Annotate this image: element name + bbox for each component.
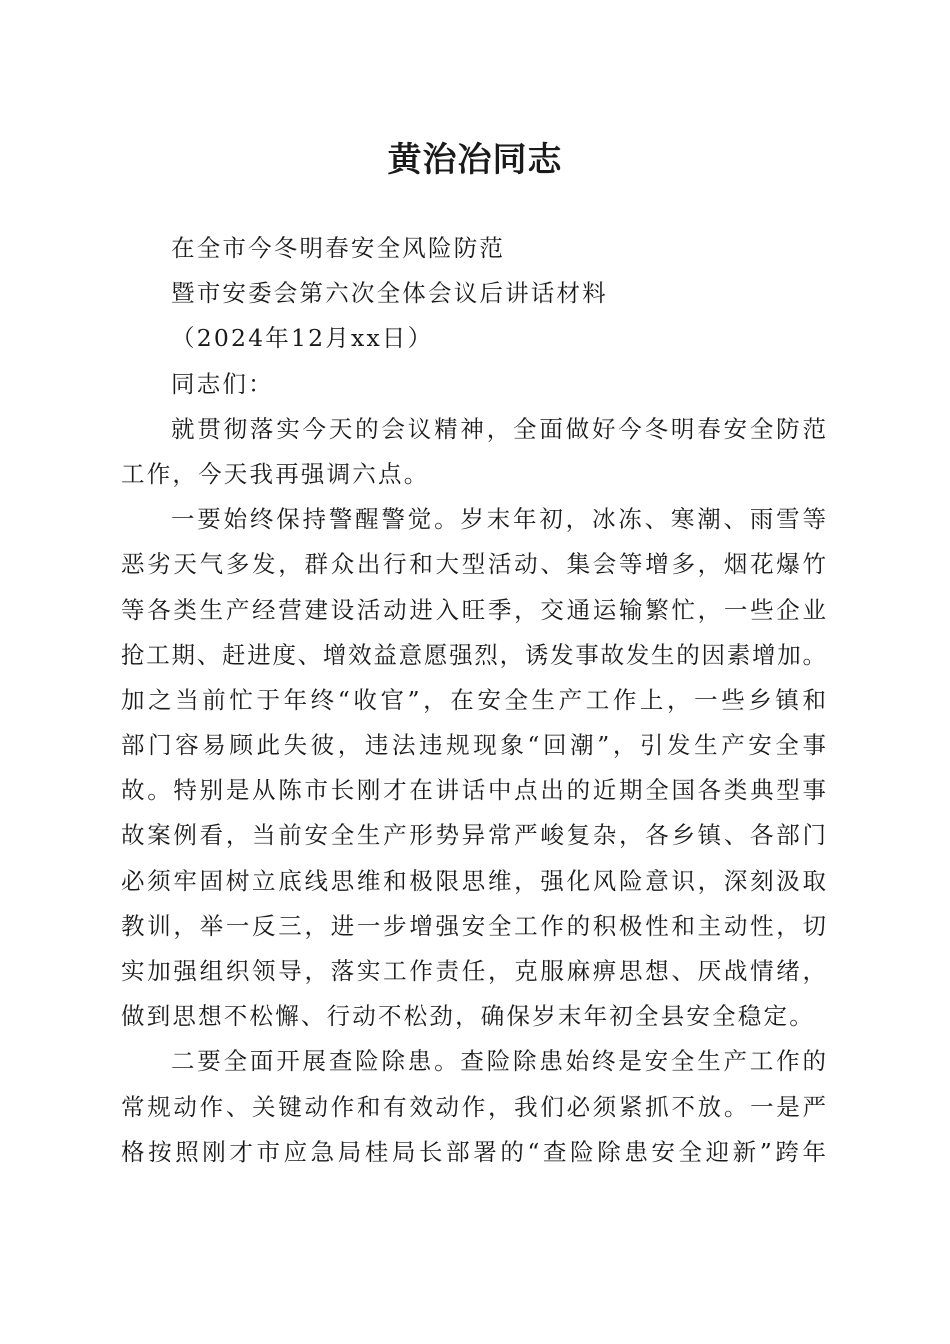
paragraph-line: 常规动作、关键动作和有效动作，我们必须紧抓不放。一是严 [121,1092,827,1121]
paragraph-line: 在全市今冬明春安全风险防范 [171,234,506,262]
paragraph-line: 部门容易顾此失彼，违法违规现象“回潮”，引发生产安全事 [121,731,827,760]
paragraph-line: 等各类生产经营建设活动进入旺季，交通运输繁忙，一些企业 [121,595,827,624]
paragraph-line: 二要全面开展查险除患。查险除患始终是安全生产工作的 [171,1047,827,1076]
paragraph-line: 必须牢固树立底线思维和极限思维，强化风险意识，深刻汲取 [121,866,827,895]
paragraph-line: 格按照刚才市应急局桂局长部署的“查险除患安全迎新”跨年 [121,1137,827,1166]
paragraph-line: （2024年12月xx日） [171,324,434,353]
paragraph-line: 暨市安委会第六次全体会议后讲话材料 [171,279,608,308]
paragraph-line: 加之当前忙于年终“收官”，在安全生产工作上，一些乡镇和 [121,685,827,714]
paragraph-line: 教训，举一反三，进一步增强安全工作的积极性和主动性，切 [121,911,827,940]
paragraph-line: 就贯彻落实今天的会议精神，全面做好今冬明春安全防范 [171,414,827,443]
paragraph-line: 一要始终保持警醒警觉。岁末年初，冰冻、寒潮、雨雪等 [171,505,827,534]
paragraph-line: 故。特别是从陈市长刚才在讲话中点出的近期全国各类典型事 [121,776,827,805]
paragraph-line: 抢工期、赶进度、增效益意愿强烈，诱发事故发生的因素增加。 [121,640,827,669]
paragraph-line: 故案例看，当前安全生产形势异常严峻复杂，各乡镇、各部门 [121,821,827,850]
paragraph-line: 工作，今天我再强调六点。 [121,459,430,488]
paragraph-line: 恶劣天气多发，群众出行和大型活动、集会等增多，烟花爆竹 [121,550,827,579]
paragraph-line: 实加强组织领导，落实工作责任，克服麻痹思想、厌战情绪， [121,957,827,985]
document-body [121,226,827,1175]
paragraph-line: 同志们： [171,369,274,398]
document-title: 黄治冶同志 [387,140,563,180]
paragraph-line: 做到思想不松懈、行动不松劲，确保岁末年初全县安全稳定。 [121,1002,815,1031]
